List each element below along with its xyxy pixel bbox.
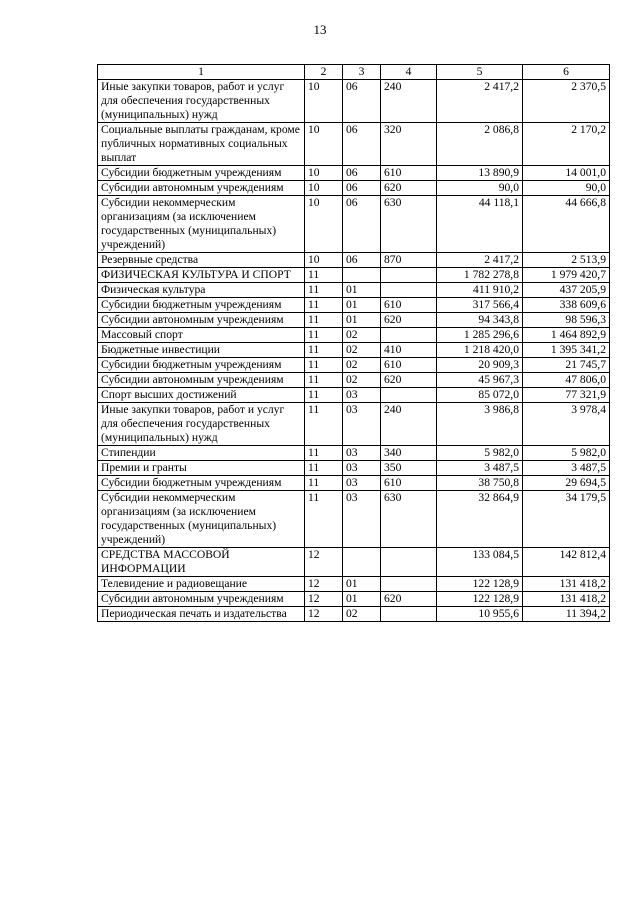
item-name-cell: Иные закупки товаров, работ и услуг для обеспечения государственных (муниципальных) нужд: [98, 80, 305, 123]
section-code-cell: 11: [305, 446, 343, 461]
table-row: [98, 328, 610, 343]
amount-col5-cell: 38 750,8: [437, 476, 523, 491]
amount-col5-cell: 3 986,8: [437, 403, 523, 446]
table-row: [98, 548, 610, 577]
expense-type-cell: [381, 268, 437, 283]
expense-type-cell: 240: [381, 80, 437, 123]
table-row: [98, 166, 610, 181]
table-row: [98, 283, 610, 298]
item-name-cell: Субсидии некоммерческим организациям (за исключением государственных (муниципальных) учреждений): [98, 196, 305, 253]
subsection-code-cell: 06: [343, 253, 381, 268]
section-code-cell: 11: [305, 358, 343, 373]
amount-col6-cell: 14 001,0: [523, 166, 610, 181]
section-code-cell: 12: [305, 548, 343, 577]
amount-col6-cell: 3 978,4: [523, 403, 610, 446]
subsection-code-cell: 06: [343, 166, 381, 181]
item-name-cell: Периодическая печать и издательства: [98, 607, 305, 622]
amount-col6-cell: 1 395 341,2: [523, 343, 610, 358]
page-number: 13: [313, 22, 327, 37]
amount-col5-cell: 133 084,5: [437, 548, 523, 577]
expense-type-cell: 410: [381, 343, 437, 358]
table-row: [98, 181, 610, 196]
section-code-cell: 11: [305, 343, 343, 358]
expense-type-cell: 630: [381, 491, 437, 548]
section-code-cell: 10: [305, 123, 343, 166]
section-code-cell: 10: [305, 166, 343, 181]
amount-col6-cell: 2 513,9: [523, 253, 610, 268]
expense-type-cell: 610: [381, 166, 437, 181]
amount-col6-cell: 3 487,5: [523, 461, 610, 476]
amount-col5-cell: 1 285 296,6: [437, 328, 523, 343]
section-code-cell: 11: [305, 491, 343, 548]
item-name-cell: Субсидии бюджетным учреждениям: [98, 298, 305, 313]
amount-col5-cell: 411 910,2: [437, 283, 523, 298]
amount-col6-cell: 98 596,3: [523, 313, 610, 328]
table-row: [98, 491, 610, 548]
expense-type-cell: [381, 283, 437, 298]
expense-type-cell: 870: [381, 253, 437, 268]
item-name-cell: Субсидии бюджетным учреждениям: [98, 476, 305, 491]
item-name-cell: ФИЗИЧЕСКАЯ КУЛЬТУРА И СПОРТ: [98, 268, 305, 283]
expense-type-cell: 320: [381, 123, 437, 166]
amount-col5-cell: 45 967,3: [437, 373, 523, 388]
subsection-code-cell: 03: [343, 476, 381, 491]
budget-table: [97, 64, 610, 622]
amount-col6-cell: 29 694,5: [523, 476, 610, 491]
table-row: [98, 388, 610, 403]
subsection-code-cell: 02: [343, 373, 381, 388]
subsection-code-cell: 02: [343, 358, 381, 373]
amount-col6-cell: 2 370,5: [523, 80, 610, 123]
subsection-code-cell: 01: [343, 298, 381, 313]
item-name-cell: Премии и гранты: [98, 461, 305, 476]
section-code-cell: 10: [305, 181, 343, 196]
expense-type-cell: 630: [381, 196, 437, 253]
item-name-cell: Массовый спорт: [98, 328, 305, 343]
section-code-cell: 11: [305, 328, 343, 343]
header-cell: 2: [305, 65, 343, 80]
amount-col6-cell: 90,0: [523, 181, 610, 196]
table-row: [98, 358, 610, 373]
expense-type-cell: 620: [381, 373, 437, 388]
item-name-cell: Субсидии бюджетным учреждениям: [98, 166, 305, 181]
item-name-cell: СРЕДСТВА МАССОВОЙ ИНФОРМАЦИИ: [98, 548, 305, 577]
subsection-code-cell: 06: [343, 181, 381, 196]
amount-col6-cell: 338 609,6: [523, 298, 610, 313]
expense-type-cell: 620: [381, 313, 437, 328]
subsection-code-cell: 03: [343, 446, 381, 461]
amount-col5-cell: 3 487,5: [437, 461, 523, 476]
amount-col5-cell: 1 782 278,8: [437, 268, 523, 283]
header-cell: 6: [523, 65, 610, 80]
section-code-cell: 11: [305, 313, 343, 328]
amount-col6-cell: 131 418,2: [523, 592, 610, 607]
table-row: [98, 446, 610, 461]
subsection-code-cell: 03: [343, 403, 381, 446]
section-code-cell: 10: [305, 196, 343, 253]
subsection-code-cell: 01: [343, 592, 381, 607]
amount-col5-cell: 5 982,0: [437, 446, 523, 461]
table-row: [98, 343, 610, 358]
subsection-code-cell: 06: [343, 196, 381, 253]
table-row: [98, 196, 610, 253]
section-code-cell: 11: [305, 476, 343, 491]
item-name-cell: Субсидии автономным учреждениям: [98, 181, 305, 196]
section-code-cell: 11: [305, 373, 343, 388]
table-row: [98, 313, 610, 328]
expense-type-cell: [381, 577, 437, 592]
subsection-code-cell: 06: [343, 80, 381, 123]
item-name-cell: Субсидии автономным учреждениям: [98, 592, 305, 607]
item-name-cell: Телевидение и радиовещание: [98, 577, 305, 592]
item-name-cell: Субсидии некоммерческим организациям (за исключением государственных (муниципальных) учреждений): [98, 491, 305, 548]
amount-col6-cell: 47 806,0: [523, 373, 610, 388]
subsection-code-cell: 01: [343, 283, 381, 298]
subsection-code-cell: 03: [343, 461, 381, 476]
amount-col5-cell: 2 417,2: [437, 80, 523, 123]
table-row: [98, 253, 610, 268]
table-row: [98, 461, 610, 476]
amount-col5-cell: 13 890,9: [437, 166, 523, 181]
amount-col6-cell: 44 666,8: [523, 196, 610, 253]
header-cell: 4: [381, 65, 437, 80]
item-name-cell: Бюджетные инвестиции: [98, 343, 305, 358]
table-row: [98, 373, 610, 388]
expense-type-cell: 610: [381, 298, 437, 313]
subsection-code-cell: 01: [343, 313, 381, 328]
amount-col6-cell: 77 321,9: [523, 388, 610, 403]
table-row: [98, 268, 610, 283]
amount-col5-cell: 94 343,8: [437, 313, 523, 328]
item-name-cell: Социальные выплаты гражданам, кроме публичных нормативных социальных выплат: [98, 123, 305, 166]
item-name-cell: Стипендии: [98, 446, 305, 461]
expense-type-cell: 620: [381, 181, 437, 196]
amount-col6-cell: 437 205,9: [523, 283, 610, 298]
expense-type-cell: 350: [381, 461, 437, 476]
amount-col5-cell: 44 118,1: [437, 196, 523, 253]
expense-type-cell: 610: [381, 358, 437, 373]
item-name-cell: Субсидии бюджетным учреждениям: [98, 358, 305, 373]
expense-type-cell: 340: [381, 446, 437, 461]
amount-col6-cell: 11 394,2: [523, 607, 610, 622]
amount-col5-cell: 122 128,9: [437, 592, 523, 607]
section-code-cell: 10: [305, 80, 343, 123]
header-cell: 1: [98, 65, 305, 80]
amount-col5-cell: 317 566,4: [437, 298, 523, 313]
item-name-cell: Иные закупки товаров, работ и услуг для обеспечения государственных (муниципальных) нужд: [98, 403, 305, 446]
section-code-cell: 12: [305, 607, 343, 622]
header-cell: 5: [437, 65, 523, 80]
table-row: [98, 298, 610, 313]
amount-col6-cell: 2 170,2: [523, 123, 610, 166]
section-code-cell: 11: [305, 268, 343, 283]
amount-col6-cell: 21 745,7: [523, 358, 610, 373]
subsection-code-cell: 03: [343, 491, 381, 548]
expense-type-cell: 610: [381, 476, 437, 491]
subsection-code-cell: 02: [343, 607, 381, 622]
table-row: [98, 592, 610, 607]
subsection-code-cell: [343, 268, 381, 283]
table-row: [98, 577, 610, 592]
item-name-cell: Субсидии автономным учреждениям: [98, 313, 305, 328]
amount-col5-cell: 20 909,3: [437, 358, 523, 373]
expense-type-cell: [381, 548, 437, 577]
section-code-cell: 11: [305, 283, 343, 298]
amount-col6-cell: 142 812,4: [523, 548, 610, 577]
table-row: [98, 403, 610, 446]
section-code-cell: 11: [305, 461, 343, 476]
section-code-cell: 10: [305, 253, 343, 268]
amount-col6-cell: 34 179,5: [523, 491, 610, 548]
section-code-cell: 11: [305, 403, 343, 446]
amount-col5-cell: 32 864,9: [437, 491, 523, 548]
subsection-code-cell: 02: [343, 328, 381, 343]
budget-table-body: [98, 65, 610, 622]
amount-col6-cell: 1 979 420,7: [523, 268, 610, 283]
amount-col5-cell: 2 417,2: [437, 253, 523, 268]
amount-col5-cell: 85 072,0: [437, 388, 523, 403]
expense-type-cell: [381, 607, 437, 622]
item-name-cell: Резервные средства: [98, 253, 305, 268]
table-row: [98, 80, 610, 123]
amount-col6-cell: 1 464 892,9: [523, 328, 610, 343]
amount-col5-cell: 122 128,9: [437, 577, 523, 592]
section-code-cell: 11: [305, 388, 343, 403]
table-row: [98, 607, 610, 622]
expense-type-cell: [381, 388, 437, 403]
item-name-cell: Субсидии автономным учреждениям: [98, 373, 305, 388]
table-header-row: [98, 65, 610, 80]
amount-col5-cell: 90,0: [437, 181, 523, 196]
section-code-cell: 12: [305, 577, 343, 592]
section-code-cell: 11: [305, 298, 343, 313]
item-name-cell: Спорт высших достижений: [98, 388, 305, 403]
expense-type-cell: 240: [381, 403, 437, 446]
expense-type-cell: 620: [381, 592, 437, 607]
subsection-code-cell: [343, 548, 381, 577]
amount-col5-cell: 10 955,6: [437, 607, 523, 622]
item-name-cell: Физическая культура: [98, 283, 305, 298]
expense-type-cell: [381, 328, 437, 343]
amount-col6-cell: 131 418,2: [523, 577, 610, 592]
amount-col6-cell: 5 982,0: [523, 446, 610, 461]
amount-col5-cell: 2 086,8: [437, 123, 523, 166]
subsection-code-cell: 01: [343, 577, 381, 592]
subsection-code-cell: 06: [343, 123, 381, 166]
header-cell: 3: [343, 65, 381, 80]
subsection-code-cell: 03: [343, 388, 381, 403]
section-code-cell: 12: [305, 592, 343, 607]
table-row: [98, 123, 610, 166]
amount-col5-cell: 1 218 420,0: [437, 343, 523, 358]
table-row: [98, 476, 610, 491]
subsection-code-cell: 02: [343, 343, 381, 358]
